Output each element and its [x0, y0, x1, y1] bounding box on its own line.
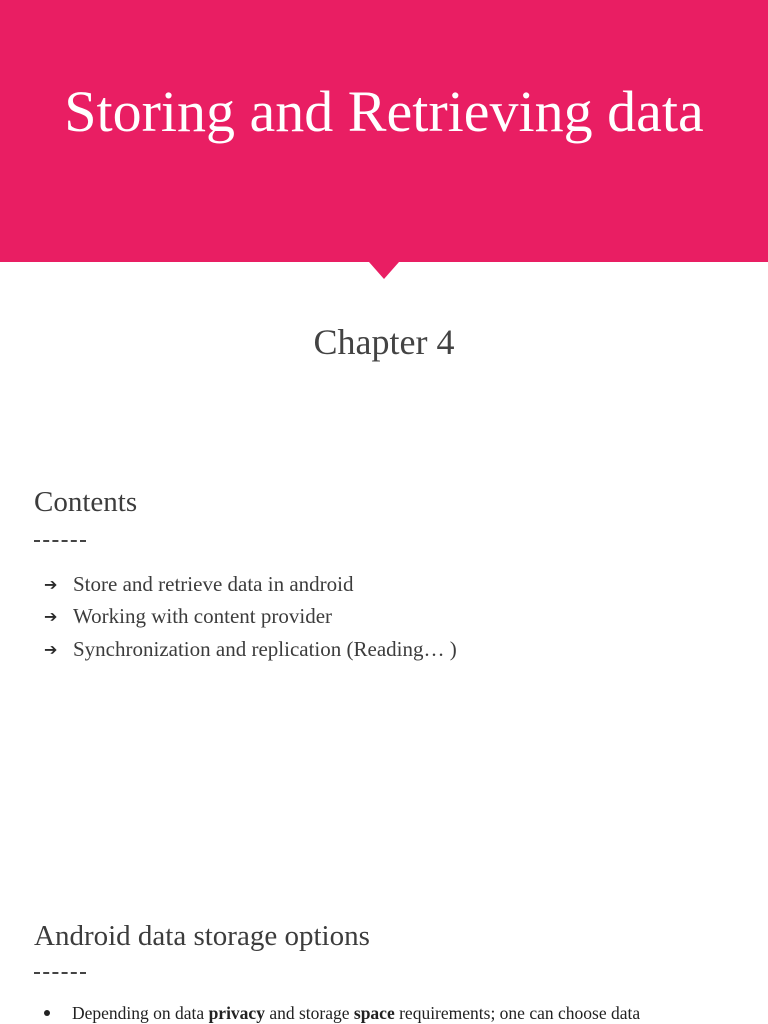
banner-notch	[369, 262, 399, 279]
contents-list	[44, 568, 457, 666]
bullet-text-segment: and storage	[264, 1002, 354, 1023]
contents-heading: Contents	[34, 486, 138, 518]
list-item	[44, 1000, 640, 1024]
list-item-text: Store and retrieve data in android	[73, 571, 354, 596]
list-item-text: Working with content provider	[73, 604, 333, 629]
bullet-text	[72, 1003, 640, 1024]
list-item	[44, 633, 457, 666]
list-item-text: Synchronization and replication (Reading… )	[73, 636, 457, 661]
storage-options-divider	[34, 972, 86, 974]
list-item	[44, 568, 457, 601]
storage-options-list	[44, 1000, 640, 1024]
list-item	[44, 601, 457, 634]
bullet-text-segment: requirements; one can choose data	[394, 1002, 641, 1023]
contents-divider	[34, 540, 86, 542]
right-arrow-icon: ➔	[44, 639, 58, 659]
bullet-text-bold: privacy	[208, 1002, 265, 1023]
storage-options-heading: Android data storage options	[34, 920, 370, 952]
bullet-text-bold: space	[353, 1002, 395, 1023]
right-arrow-icon: ➔	[44, 574, 58, 594]
right-arrow-icon: ➔	[44, 607, 58, 627]
bullet-dot-icon	[44, 1010, 50, 1016]
presentation-title: Storing and Retrieving data	[64, 79, 704, 144]
bullet-text-segment: Depending on data	[72, 1002, 209, 1023]
chapter-subtitle: Chapter 4	[313, 322, 455, 362]
